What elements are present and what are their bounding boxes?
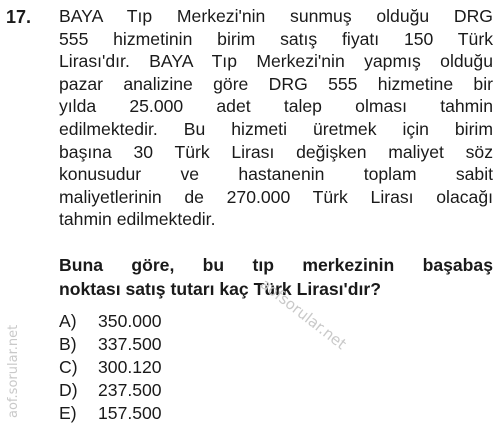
question-line: yılda 25.000 adet talep olması tahmin [59,96,493,117]
question-line: BAYA Tıp Merkezi'nin sunmuş olduğu DRG [59,6,493,26]
option-value: 300.120 [98,357,162,377]
question-line: tahmin edilmektedir. [59,209,216,230]
option-letter: C) [59,357,78,377]
watermark-side: aof.sorular.net [6,324,21,418]
option-value: 157.500 [98,403,162,423]
option-letter: D) [59,380,78,400]
option-c[interactable] [59,356,162,379]
prompt-line: Buna göre, bu tıp merkezinin başabaş [59,255,493,275]
question-line: başına 30 Türk Lirası değişken maliyet söz [59,141,493,162]
question-text [59,5,493,231]
option-b[interactable] [59,333,162,356]
question-line: edilmektedir. Bu hizmeti üretmek için birim [59,118,493,139]
watermark-diagonal: aofsorular.net [256,275,350,354]
option-a[interactable] [59,310,162,333]
option-value: 350.000 [98,311,162,331]
question-line: maliyetlerinin de 270.000 Türk Lirası olacağı [59,186,493,207]
question-line: konusudur ve hastanenin toplam sabit [59,164,493,185]
option-value: 237.500 [98,380,162,400]
answer-options [59,310,162,425]
option-letter: E) [59,403,77,423]
option-d[interactable] [59,379,162,402]
option-e[interactable] [59,402,162,425]
option-value: 337.500 [98,334,162,354]
option-letter: B) [59,334,77,354]
question-number: 17. [6,7,32,27]
prompt-line: noktası satış tutarı kaç Türk Lirası'dır? [59,279,381,299]
question-line: 555 hizmetinin birim satış fiyatı 150 Türk [59,28,493,49]
question-line: pazar analizine göre DRG 555 hizmetine bir [59,73,493,94]
question-line: Lirası'dır. BAYA Tıp Merkezi'nin yapmış olduğu [59,51,493,72]
option-letter: A) [59,311,77,331]
